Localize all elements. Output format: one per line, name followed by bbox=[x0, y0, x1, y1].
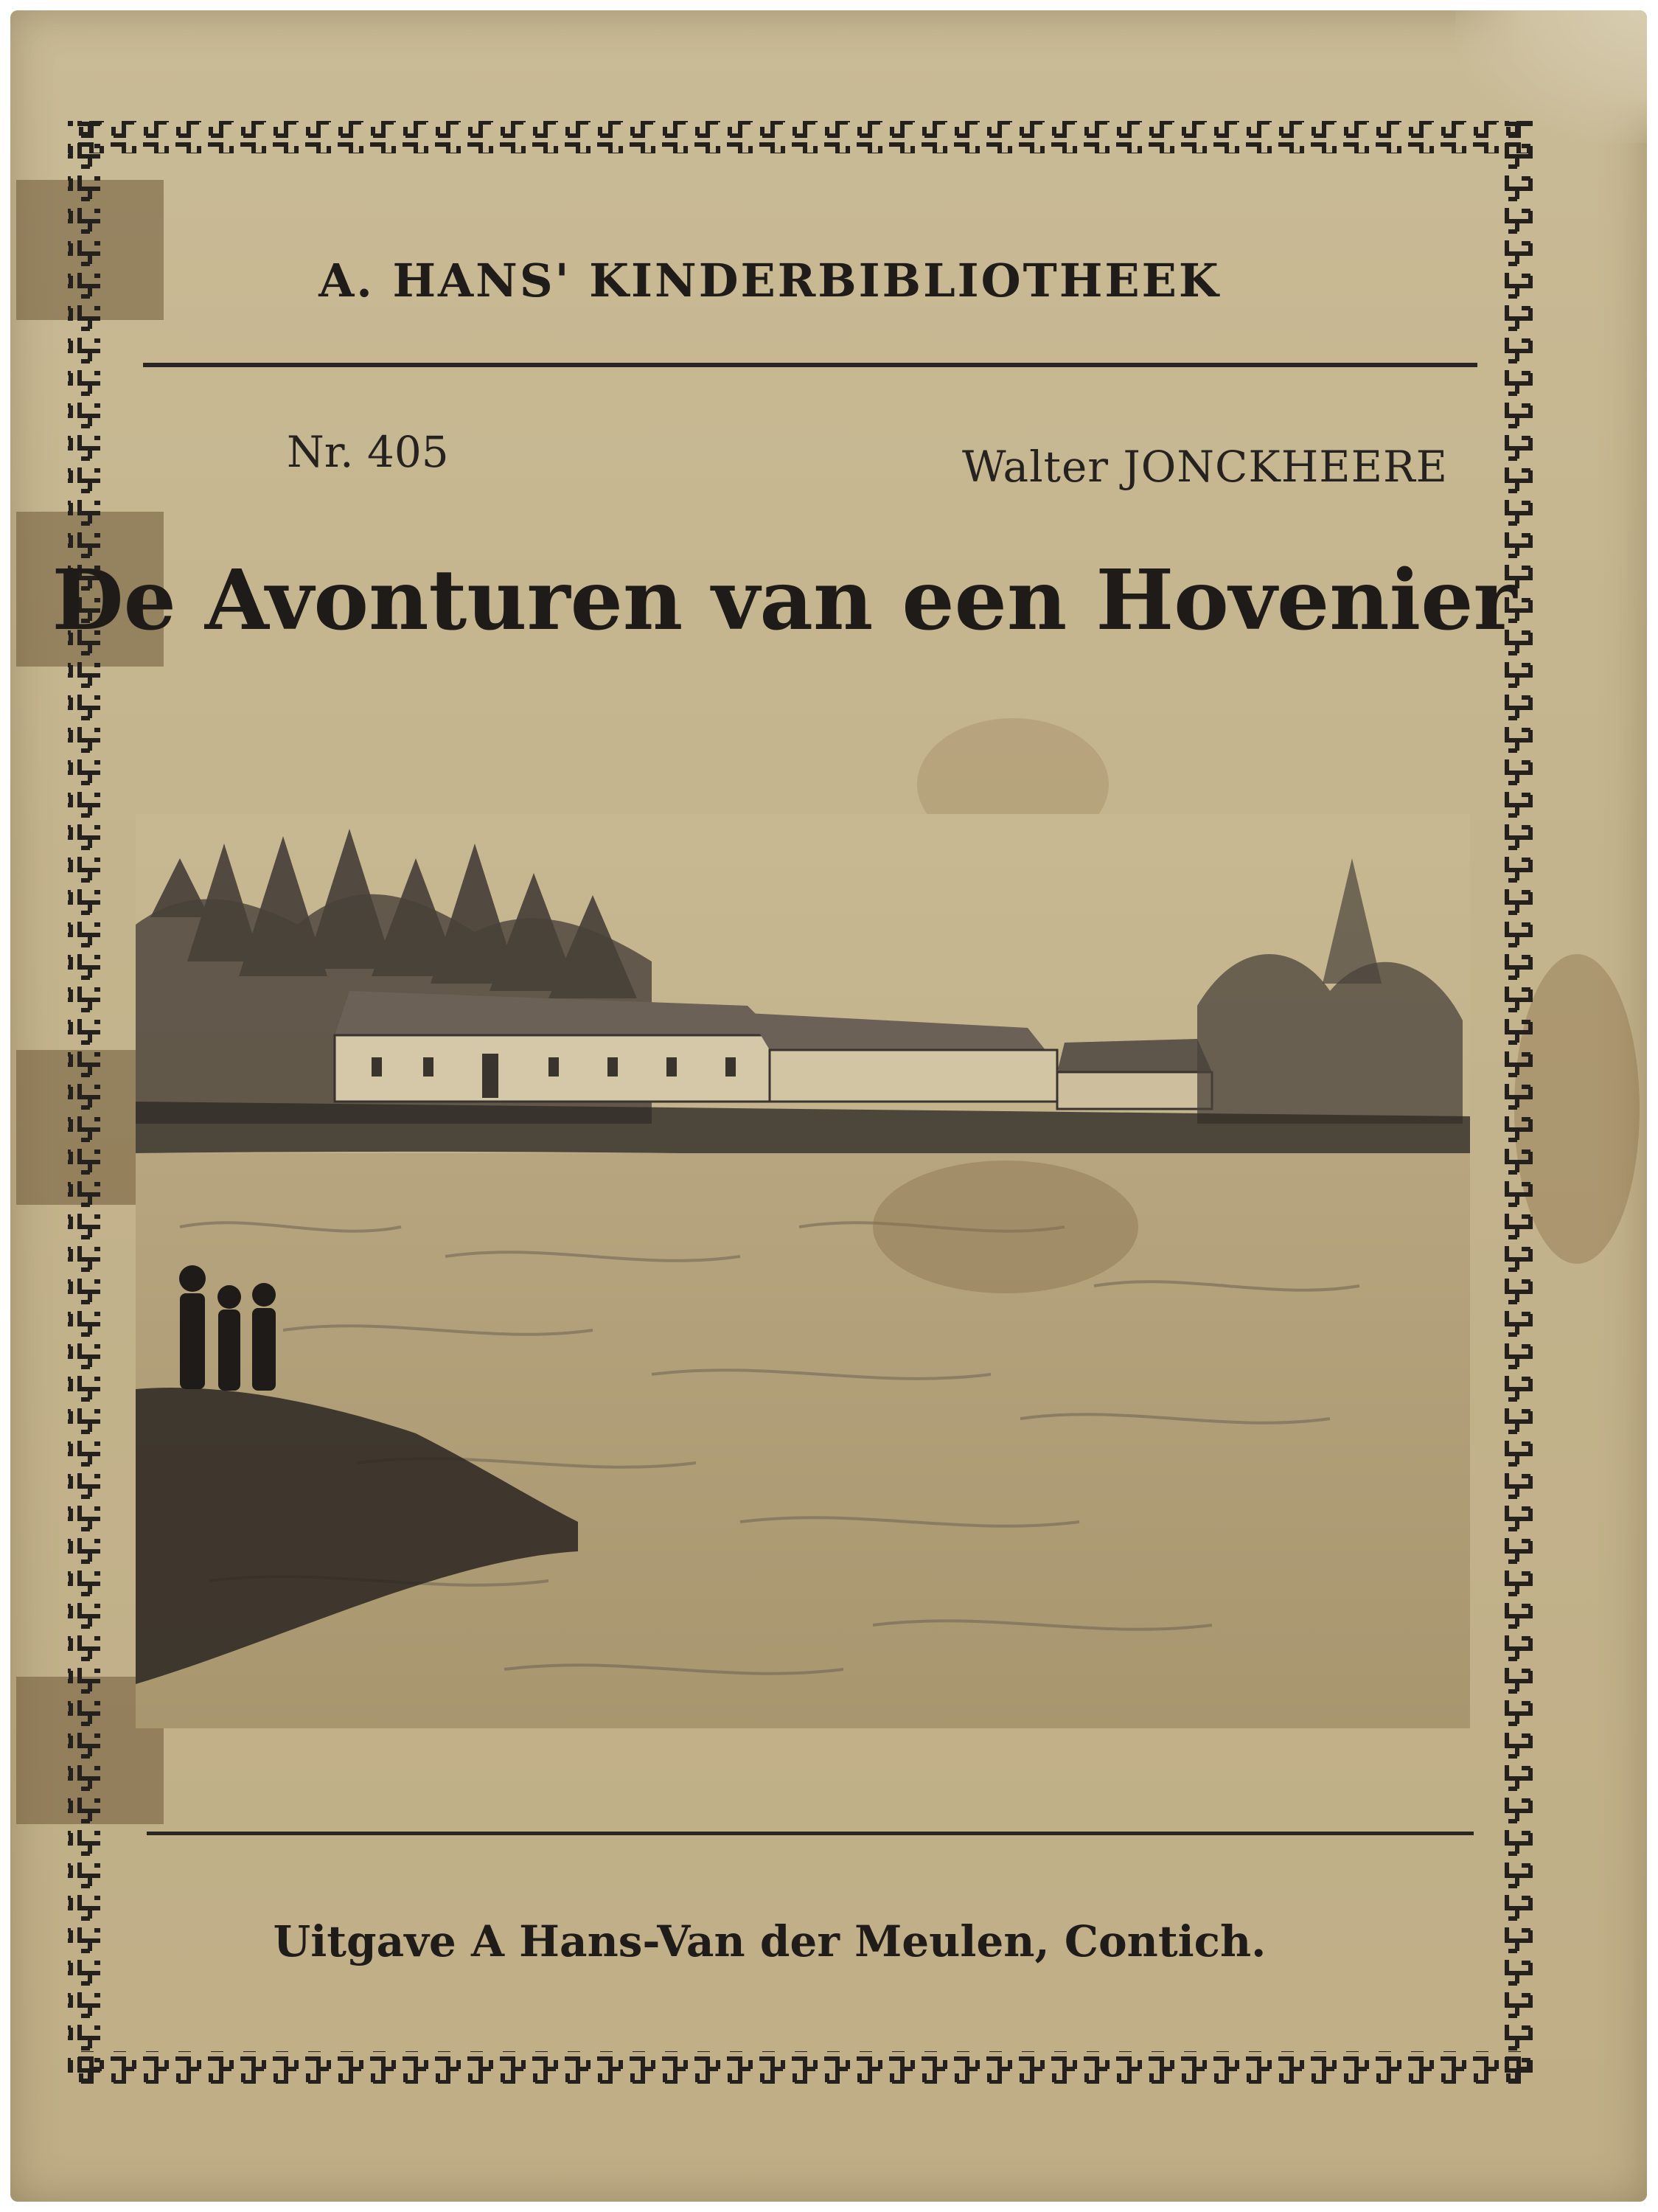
book-cover bbox=[10, 10, 1647, 2202]
series-title: A. HANS' KINDERBIBLIOTHEEK bbox=[318, 254, 1221, 307]
issue-number: Nr. 405 bbox=[287, 427, 449, 477]
top-rule bbox=[143, 363, 1477, 367]
bottom-rule bbox=[147, 1832, 1474, 1835]
author-name: Walter JONCKHEERE bbox=[961, 442, 1448, 492]
river-landscape-illustration bbox=[136, 814, 1470, 1728]
publisher-line: Uitgave A Hans-Van der Meulen, Contich. bbox=[273, 1916, 1267, 1966]
book-title: De Avonturen van een Hovenier bbox=[52, 552, 1517, 649]
